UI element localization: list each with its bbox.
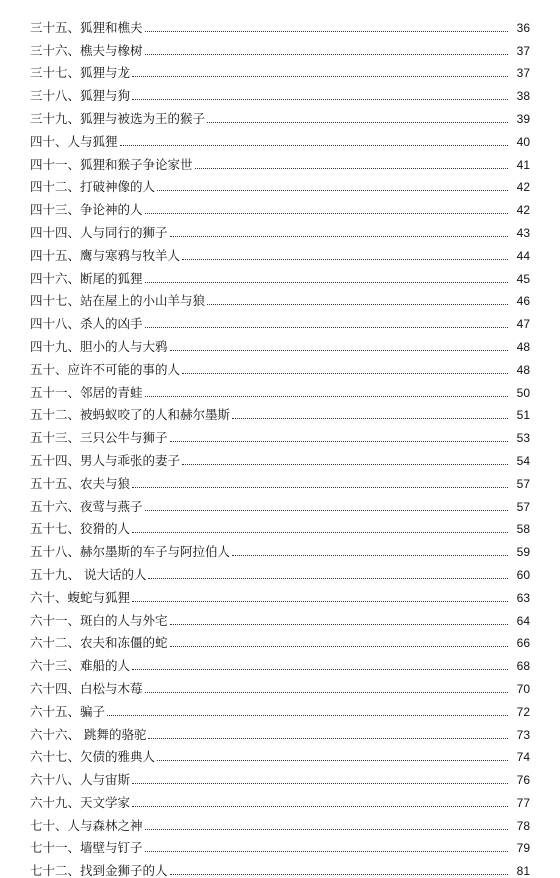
toc-entry-page-number: 37 <box>516 66 530 81</box>
toc-entry-page-number: 54 <box>516 453 530 468</box>
toc-dot-leader <box>170 624 508 625</box>
toc-entry-page-number: 60 <box>516 567 530 582</box>
toc-entry <box>30 810 530 833</box>
toc-entry <box>30 468 530 491</box>
toc-entry-page-number: 38 <box>516 89 530 104</box>
toc-dot-leader <box>207 122 508 123</box>
toc-dot-leader <box>232 555 508 556</box>
toc-entry-title: 六十五、骗子 <box>30 703 106 719</box>
toc-entry-page-number: 74 <box>516 750 530 765</box>
toc-entry-page-number: 45 <box>516 271 530 286</box>
toc-entry-title: 三十八、狐狸与狗 <box>30 88 131 104</box>
toc-entry-page-number: 46 <box>516 294 530 309</box>
toc-entry-page-number: 81 <box>516 864 530 878</box>
toc-entry <box>30 514 530 537</box>
toc-dot-leader <box>157 760 508 761</box>
toc-dot-leader <box>195 168 508 169</box>
toc-entry-page-number: 42 <box>516 203 530 218</box>
toc-entry <box>30 12 530 35</box>
toc-entry <box>30 35 530 58</box>
toc-dot-leader <box>145 396 508 397</box>
toc-dot-leader <box>120 145 508 146</box>
toc-entry <box>30 422 530 445</box>
toc-entry <box>30 308 530 331</box>
toc-dot-leader <box>145 282 508 283</box>
toc-entry-title: 七十一、墙壁与钉子 <box>30 840 143 856</box>
toc-entry-page-number: 78 <box>516 818 530 833</box>
toc-dot-leader <box>145 31 508 32</box>
toc-dot-leader <box>157 190 508 191</box>
toc-dot-leader <box>132 806 508 807</box>
toc-entry-page-number: 57 <box>516 499 530 514</box>
toc-entry <box>30 400 530 423</box>
toc-dot-leader <box>182 259 508 260</box>
toc-entry-title: 六十七、欠债的雅典人 <box>30 749 156 765</box>
toc-entry-title: 三十五、狐狸和樵夫 <box>30 19 143 35</box>
toc-entry-title: 六十二、农夫和冻僵的蛇 <box>30 635 168 651</box>
toc-dot-leader <box>132 532 508 533</box>
toc-dot-leader <box>170 874 508 875</box>
toc-entry-title: 六十六、 跳舞的骆驼 <box>30 726 147 742</box>
toc-entry <box>30 354 530 377</box>
toc-entry-title: 五十五、农夫与狼 <box>30 475 131 491</box>
toc-entry <box>30 263 530 286</box>
toc-entry-page-number: 48 <box>516 339 530 354</box>
toc-dot-leader <box>132 783 508 784</box>
toc-dot-leader <box>132 601 508 602</box>
toc-dot-leader <box>148 578 508 579</box>
toc-entry <box>30 559 530 582</box>
toc-entry <box>30 217 530 240</box>
toc-dot-leader <box>107 715 508 716</box>
toc-entry-page-number: 48 <box>516 362 530 377</box>
toc-entry-title: 三十九、狐狸与被选为王的猴子 <box>30 110 206 126</box>
toc-entry-title: 四十五、鹰与寒鸦与牧羊人 <box>30 247 181 263</box>
toc-entry-page-number: 70 <box>516 681 530 696</box>
toc-dot-leader <box>132 99 508 100</box>
toc-entry-title: 五十四、男人与乖张的妻子 <box>30 452 181 468</box>
toc-entry <box>30 491 530 514</box>
toc-dot-leader <box>182 373 508 374</box>
toc-dot-leader <box>182 464 508 465</box>
toc-dot-leader <box>145 54 508 55</box>
toc-entry-title: 六十、蝮蛇与狐狸 <box>30 589 131 605</box>
toc-entry <box>30 331 530 354</box>
toc-dot-leader <box>132 76 508 77</box>
toc-entry <box>30 536 530 559</box>
toc-entry <box>30 286 530 309</box>
toc-entry <box>30 194 530 217</box>
toc-entry-title: 四十二、打破神像的人 <box>30 179 156 195</box>
toc-entry-page-number: 66 <box>516 636 530 651</box>
toc-entry <box>30 855 530 878</box>
toc-dot-leader <box>145 213 508 214</box>
toc-entry <box>30 673 530 696</box>
toc-entry-page-number: 72 <box>516 704 530 719</box>
toc-dot-leader <box>145 510 508 511</box>
toc-dot-leader <box>232 418 508 419</box>
table-of-contents <box>30 12 530 878</box>
toc-entry-title: 四十三、争论神的人 <box>30 202 143 218</box>
toc-entry-page-number: 40 <box>516 134 530 149</box>
toc-dot-leader <box>145 851 508 852</box>
toc-entry-title: 六十一、斑白的人与外宅 <box>30 612 168 628</box>
toc-entry-title: 五十、应许不可能的事的人 <box>30 361 181 377</box>
toc-entry <box>30 650 530 673</box>
toc-entry <box>30 126 530 149</box>
toc-entry <box>30 833 530 856</box>
toc-entry-page-number: 57 <box>516 476 530 491</box>
toc-entry-page-number: 53 <box>516 431 530 446</box>
toc-entry-page-number: 39 <box>516 111 530 126</box>
toc-entry-title: 六十四、白松与木莓 <box>30 680 143 696</box>
toc-entry-title: 五十二、被蚂蚁咬了的人和赫尔墨斯 <box>30 407 231 423</box>
toc-entry <box>30 103 530 126</box>
toc-entry-page-number: 59 <box>516 545 530 560</box>
toc-entry-title: 四十一、狐狸和猴子争论家世 <box>30 156 193 172</box>
toc-entry <box>30 719 530 742</box>
toc-entry-title: 五十九、 说大话的人 <box>30 566 147 582</box>
toc-entry-page-number: 41 <box>516 157 530 172</box>
toc-entry-title: 四十七、站在屋上的小山羊与狼 <box>30 293 206 309</box>
toc-dot-leader <box>145 327 508 328</box>
toc-entry-title: 四十九、胆小的人与大鸦 <box>30 338 168 354</box>
toc-entry <box>30 377 530 400</box>
toc-entry <box>30 58 530 81</box>
toc-entry-title: 四十八、杀人的凶手 <box>30 316 143 332</box>
toc-entry-page-number: 79 <box>516 841 530 856</box>
toc-dot-leader <box>132 487 508 488</box>
toc-entry <box>30 172 530 195</box>
toc-dot-leader <box>145 829 508 830</box>
toc-entry <box>30 628 530 651</box>
toc-entry-page-number: 42 <box>516 180 530 195</box>
toc-entry-page-number: 43 <box>516 225 530 240</box>
toc-entry <box>30 605 530 628</box>
toc-entry-page-number: 77 <box>516 795 530 810</box>
toc-entry-page-number: 76 <box>516 773 530 788</box>
toc-entry <box>30 742 530 765</box>
toc-entry-title: 六十九、天文学家 <box>30 794 131 810</box>
toc-entry <box>30 149 530 172</box>
toc-entry <box>30 240 530 263</box>
toc-entry-page-number: 73 <box>516 727 530 742</box>
toc-entry <box>30 445 530 468</box>
toc-entry-title: 六十三、难船的人 <box>30 658 131 674</box>
toc-entry-title: 五十一、邻居的青蛙 <box>30 384 143 400</box>
toc-entry <box>30 80 530 103</box>
toc-entry-title: 三十七、狐狸与龙 <box>30 65 131 81</box>
toc-entry-title: 七十、人与森林之神 <box>30 817 143 833</box>
toc-dot-leader <box>148 738 508 739</box>
toc-entry <box>30 787 530 810</box>
toc-entry-page-number: 68 <box>516 659 530 674</box>
toc-entry-title: 四十四、人与同行的狮子 <box>30 224 168 240</box>
toc-dot-leader <box>145 692 508 693</box>
toc-entry-page-number: 50 <box>516 385 530 400</box>
toc-entry-title: 三十六、樵夫与橡树 <box>30 42 143 58</box>
toc-entry-title: 五十六、夜莺与燕子 <box>30 498 143 514</box>
toc-entry-title: 七十二、找到金狮子的人 <box>30 863 168 878</box>
toc-entry <box>30 582 530 605</box>
toc-dot-leader <box>170 646 508 647</box>
toc-entry-title: 五十三、三只公牛与狮子 <box>30 430 168 446</box>
toc-entry-page-number: 64 <box>516 613 530 628</box>
toc-entry-page-number: 44 <box>516 248 530 263</box>
toc-entry-page-number: 63 <box>516 590 530 605</box>
toc-entry-title: 六十八、人与宙斯 <box>30 772 131 788</box>
toc-entry-title: 四十、人与狐狸 <box>30 133 118 149</box>
toc-entry-page-number: 51 <box>516 408 530 423</box>
toc-entry-page-number: 58 <box>516 522 530 537</box>
toc-entry <box>30 764 530 787</box>
toc-entry-page-number: 36 <box>516 20 530 35</box>
toc-dot-leader <box>170 236 508 237</box>
toc-dot-leader <box>207 304 508 305</box>
toc-entry-title: 四十六、断尾的狐狸 <box>30 270 143 286</box>
toc-entry-page-number: 47 <box>516 317 530 332</box>
toc-entry <box>30 696 530 719</box>
toc-dot-leader <box>170 350 508 351</box>
toc-dot-leader <box>132 669 508 670</box>
toc-entry-page-number: 37 <box>516 43 530 58</box>
toc-entry-title: 五十八、赫尔墨斯的车子与阿拉伯人 <box>30 544 231 560</box>
toc-entry-title: 五十七、狡猾的人 <box>30 521 131 537</box>
toc-dot-leader <box>170 441 508 442</box>
